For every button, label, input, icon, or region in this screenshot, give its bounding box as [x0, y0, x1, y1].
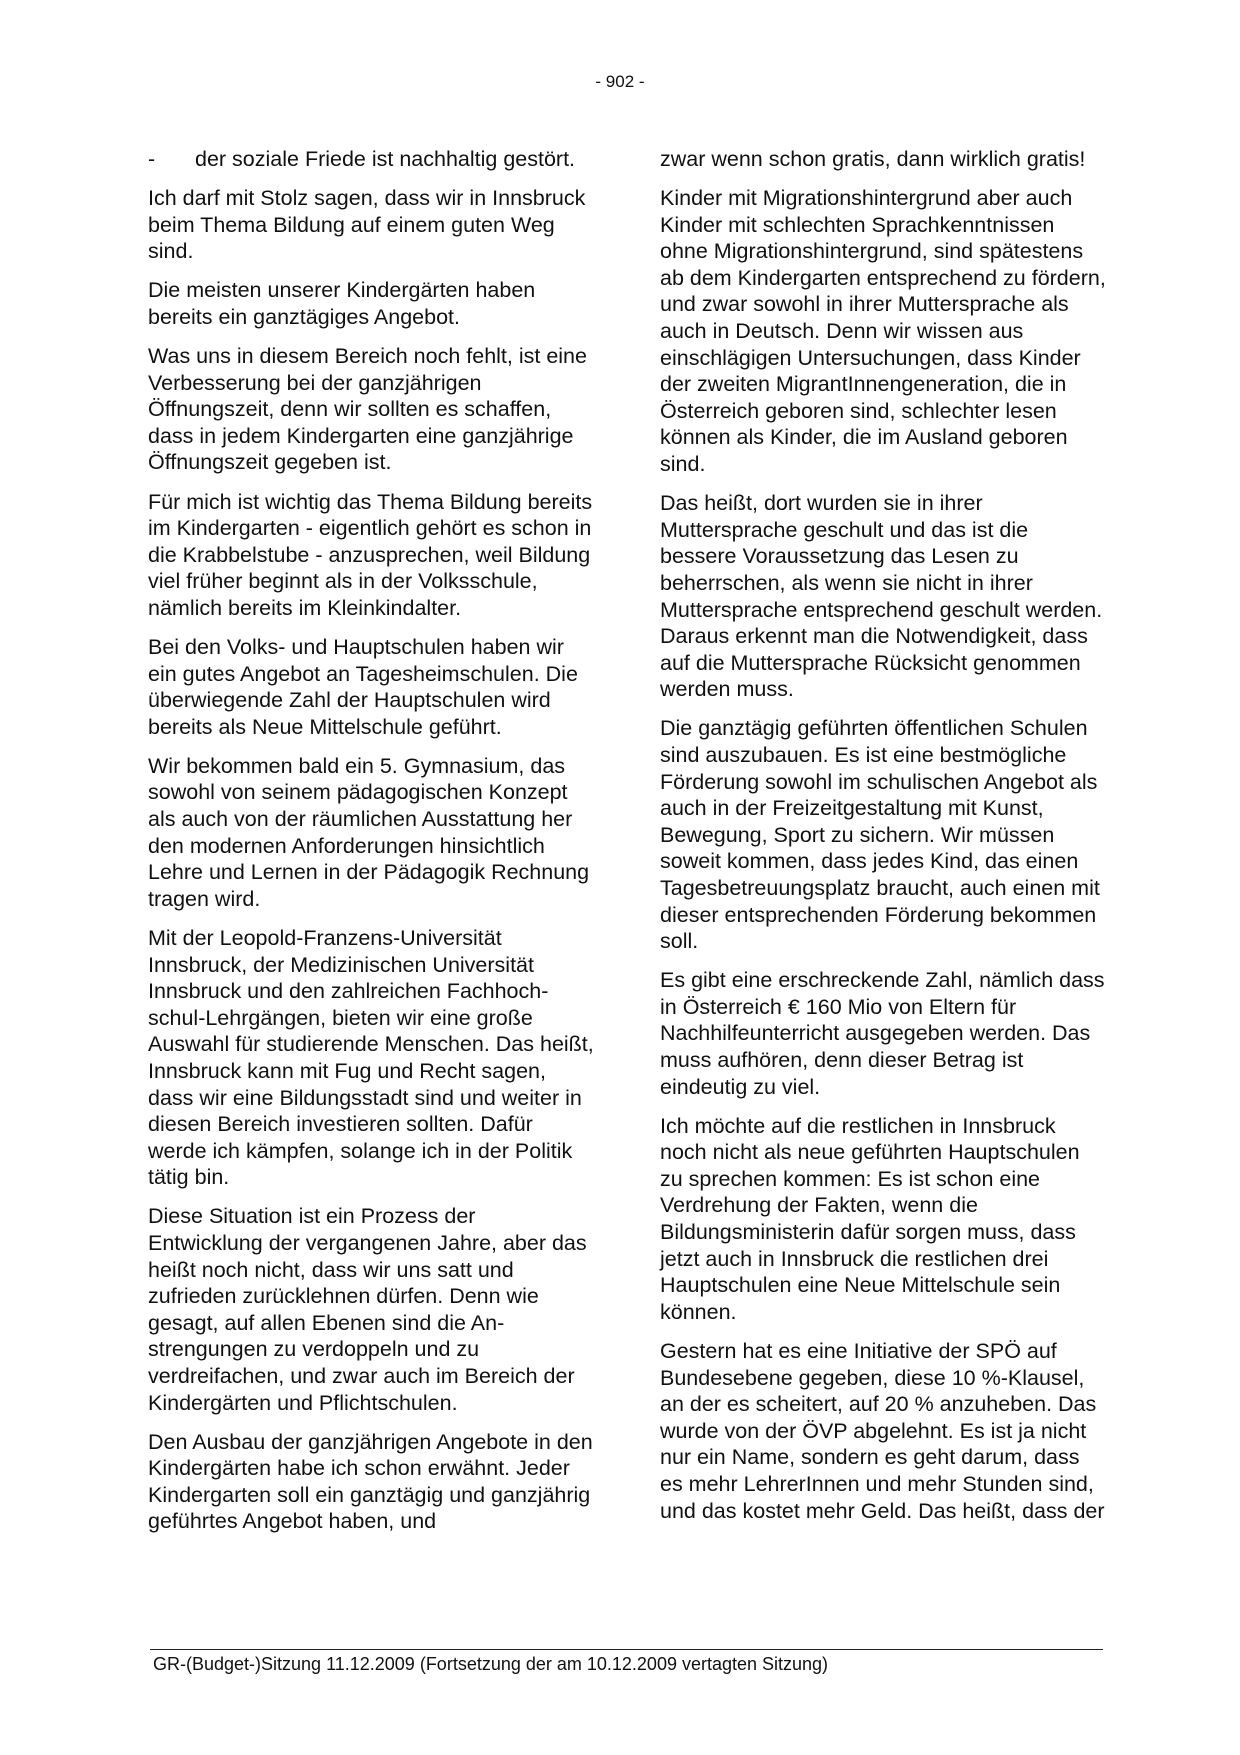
paragraph: Ich möchte auf die restlichen in Innsbruck noch nicht als neue geführten Hauptschulen zu sprechen kommen: Es ist schon eine Verdrehung der Fakten, wenn die Bildungsministerin dafür sorgen muss, dass jetzt auch in Innsbruck die restlichen drei Hauptschulen eine Neue Mittelschule sein können. [660, 1113, 1080, 1324]
paragraph: Ich darf mit Stolz sagen, dass wir in Innsbruck beim Thema Bildung auf einem guten Weg sind. [148, 186, 586, 264]
paragraph: Die ganztägig geführten öffentlichen Schulen sind auszubauen. Es ist eine bestmögliche Förderung sowohl im schulischen Angebot als auch in der Freizeitgestaltung mit Kunst, Bewegung, Sport zu sichern. Wir müssen soweit kommen, dass jedes Kind, das einen Tagesbetreuungsplatz braucht, auch einen mit dieser entsprechenden Förderung bekommen soll. [660, 716, 1100, 954]
paragraph: Das heißt, dort wurden sie in ihrer Muttersprache geschult und das ist die bessere Voraussetzung das Lesen zu beherrschen, als wenn sie nicht in ihrer Muttersprache entsprechend geschult werden. Daraus erkennt man die Notwendigkeit, dass auf die Muttersprache Rücksicht genommen werden muss. [660, 491, 1103, 702]
footer-text: GR-(Budget-)Sitzung 11.12.2009 (Fortsetzung der am 10.12.2009 vertagten Sitzung) [153, 1654, 829, 1674]
dash-list-item [148, 146, 594, 173]
paragraph: Wir bekommen bald ein 5. Gymnasium, das sowohl von seinem pädagogischen Konzept als auch von der räumlichen Ausstattung her den modernen Anforderungen hinsichtlich Lehre und Lernen in der Pädagogik Rechnung tragen wird. [148, 753, 590, 911]
left-column [148, 146, 594, 1548]
paragraph: Für mich ist wichtig das Thema Bildung bereits im Kindergarten - eigentlich gehört es schon in die Krabbelstube - anzusprechen, weil Bildung viel früher beginnt als in der Volksschule, nämlich bereits im Kleinkindalter. [148, 489, 593, 620]
paragraph: Mit der Leopold-Franzens-Universität Innsbruck, der Medizinischen Universität Innsbruck und den zahlreichen Fachhochschul-Lehrgängen, bieten wir eine große Auswahl für studierende Menschen. Das heißt, Innsbruck kann mit Fug und Recht sagen, dass wir eine Bildungsstadt sind und weiter in diesen Bereich investieren sollten. Dafür werde ich kämpfen, solange ich in der Politik tätig bin. [148, 925, 594, 1190]
paragraph: Kinder mit Migrationshintergrund aber auch Kinder mit schlechten Sprachkenntnissen ohne Migrationshintergrund, sind spätestens ab dem Kindergarten entsprechend zu fördern, und zwar sowohl in ihrer Muttersprache als auch in Deutsch. Denn wir wissen aus einschlägigen Untersuchungen, dass Kinder der zweiten MigrantInnengeneration, die in Österreich geboren sind, schlechter lesen können als Kinder, die im Ausland geboren sind. [660, 186, 1106, 477]
paragraph: Was uns in diesem Bereich noch fehlt, ist eine Verbesserung bei der ganzjährigen Öffnungszeit, denn wir sollten es schaffen, dass in jedem Kindergarten eine ganzjährige Öffnungszeit gegeben ist. [148, 344, 587, 475]
paragraph: zwar wenn schon gratis, dann wirklich gratis! [660, 147, 1086, 171]
dash-item-text: der soziale Friede ist nachhaltig gestört. [195, 147, 576, 171]
paragraph: Diese Situation ist ein Prozess der Entwicklung der vergangenen Jahre, aber das heißt noch nicht, dass wir uns satt und zufrieden zurücklehnen dürfen. Denn wie gesagt, auf allen Ebenen sind die Anstrengungen zu verdoppeln und zu verdreifachen, und zwar auch im Bereich der Kindergärten und Pflichtschulen. [148, 1204, 587, 1415]
dash-marker: - [148, 147, 156, 171]
paragraph: Den Ausbau der ganzjährigen Angebote in den Kindergärten habe ich schon erwähnt. Jeder Kindergarten soll ein ganztägig und ganzjährig geführtes Angebot haben, und [148, 1429, 593, 1534]
paragraph: Bei den Volks- und Hauptschulen haben wir ein gutes Angebot an Tagesheimschulen. Die überwiegende Zahl der Hauptschulen wird bereits als Neue Mittelschule geführt. [148, 635, 578, 739]
paragraph: Die meisten unserer Kindergärten haben bereits ein ganztägiges Angebot. [148, 278, 536, 329]
paragraph: Gestern hat es eine Initiative der SPÖ auf Bundesebene gegeben, diese 10 %-Klausel, an der es scheitert, auf 20 % anzuheben. Das wurde von der ÖVP abgelehnt. Es ist ja nicht nur ein Name, sondern es geht darum, dass es mehr LehrerInnen und mehr Stunden sind, und das kostet mehr Geld. Das heißt, dass der [660, 1338, 1105, 1523]
right-column [660, 146, 1108, 1537]
paragraph: Es gibt eine erschreckende Zahl, nämlich dass in Österreich € 160 Mio von Eltern für Nachhilfeunterricht ausgegeben werden. Das muss aufhören, denn dieser Betrag ist eindeutig zu viel. [660, 968, 1105, 1099]
page-number: - 902 - [595, 72, 645, 91]
footer-divider [150, 1649, 1103, 1650]
